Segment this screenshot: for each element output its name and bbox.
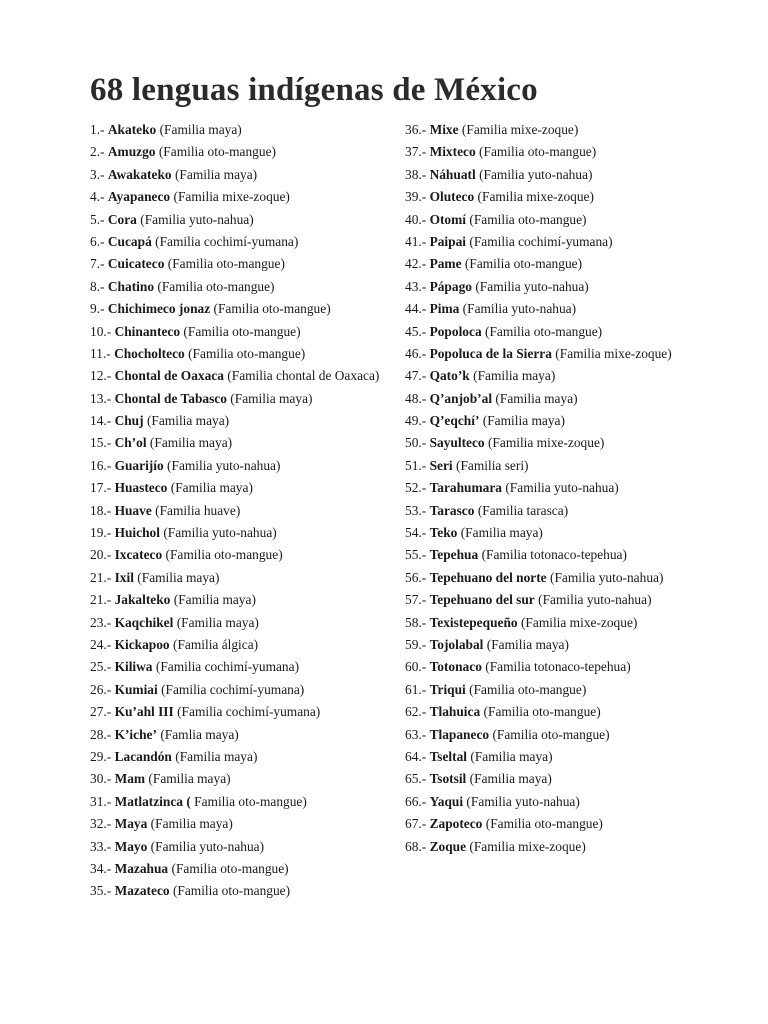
item-number: 30.- [90,771,112,787]
item-number: 33.- [90,838,112,854]
language-family: (Familia huave) [155,502,241,518]
item-number: 56.- [405,569,427,585]
language-family: (Familia yuto-nahua) [140,211,254,227]
language-name: Chuj [114,413,144,429]
language-family: (Familia tarasca) [477,502,569,518]
language-family: (Familia maya) [148,771,231,787]
item-number: 63.- [405,726,427,742]
language-name: Pápago [429,278,472,294]
item-number: 4.- [90,189,105,205]
list-item [405,324,697,339]
list-item [405,570,697,585]
language-name: Matlatzinca ( [114,793,191,809]
list-item [405,659,697,674]
language-name: Mazahua [114,860,169,876]
item-number: 35.- [90,883,112,899]
item-number: 51.- [405,457,427,473]
language-name: Tseltal [429,748,468,764]
item-number: 34.- [90,860,112,876]
language-family: (Familia oto-mangue) [188,345,306,361]
language-family: (Familia chontal de Oaxaca) [227,368,380,384]
list-item [405,212,697,227]
language-name: Zapoteco [429,816,483,832]
language-name: Mixe [429,122,459,137]
language-name: Huasteco [114,480,168,496]
language-family: (Familia totonaco-tepehua) [485,659,631,675]
list-item [405,592,697,607]
language-name: Kaqchikel [114,614,174,630]
item-number: 46.- [405,345,427,361]
list-item [90,435,380,450]
language-family: (Famlia maya) [160,726,239,742]
language-family: (Familia cochimí-yumana) [161,681,305,697]
list-item [90,324,380,339]
list-item [405,771,697,786]
list-item [90,704,380,719]
language-family: (Familia oto-mangue) [213,301,331,317]
item-number: 60.- [405,659,427,675]
language-family: (Familia maya) [482,413,565,429]
item-number: 55.- [405,547,427,563]
list-item [90,167,380,182]
item-number: 62.- [405,704,427,720]
item-number: 43.- [405,278,427,294]
language-family: (Familia oto-mangue) [171,860,289,876]
item-number: 37.- [405,144,427,160]
list-item [90,144,380,159]
language-name: Jakalteko [114,592,171,608]
language-list-left [90,122,380,906]
language-family: (Familia maya) [486,636,569,652]
language-name: Tepehuano del norte [429,569,547,585]
language-name: Ch’ol [114,435,147,451]
list-item [90,256,380,271]
language-name: Texistepequeño [429,614,518,630]
language-family: (Familia maya) [149,435,233,451]
language-family: (Familia yuto-nahua) [479,166,593,182]
list-item [90,503,380,518]
language-name: Popoluca de la Sierra [429,345,552,361]
language-name: Tlahuica [429,704,481,720]
item-number: 15.- [90,435,112,451]
language-name: Huave [114,502,152,518]
language-name: Amuzgo [107,144,156,160]
list-item [90,301,380,316]
item-number: 8.- [90,278,105,294]
item-number: 47.- [405,368,427,384]
language-family: (Familia cochimí-yumana) [155,233,299,249]
language-name: Q’eqchí’ [429,413,480,429]
language-family: (Familia maya) [159,122,242,137]
item-number: 61.- [405,681,427,697]
language-family: (Familia oto-mangue) [172,883,291,899]
list-item [405,503,697,518]
language-name: Totonaco [429,659,482,675]
item-number: 2.- [90,144,105,160]
language-name: Ayapaneco [107,189,171,205]
language-family: (Familia maya) [460,525,543,541]
language-name: Qato’k [429,368,470,384]
list-item [405,189,697,204]
language-family: (Familia yuto-nahua) [550,569,664,585]
item-number: 49.- [405,413,427,429]
language-family: (Familia oto-mangue) [183,323,301,339]
list-item [90,480,380,495]
language-name: Yaqui [429,793,464,809]
language-name: Pima [429,301,460,317]
list-item [405,839,697,854]
item-number: 21.- [90,569,112,585]
list-item [90,570,380,585]
language-name: Triqui [429,681,466,697]
language-name: Awakateko [107,166,172,182]
list-item [90,413,380,428]
language-name: Otomí [429,211,467,227]
item-number: 67.- [405,816,427,832]
language-family: (Familia mixe-zoque) [520,614,638,630]
list-item [90,525,380,540]
language-family: Familia oto-mangue) [194,793,307,809]
item-number: 54.- [405,525,427,541]
language-family: (Familia maya) [495,390,578,406]
list-item [90,234,380,249]
language-name: K’iche’ [114,726,157,742]
language-family: (Familia oto-mangue) [469,681,587,697]
language-family: (Familia maya) [230,390,313,406]
list-item [90,816,380,831]
item-number: 7.- [90,256,105,272]
language-list-right [405,122,697,861]
item-number: 1.- [90,122,105,137]
language-family: (Familia maya) [176,614,259,630]
language-name: Chontal de Oaxaca [114,368,224,384]
language-family: (Familia maya) [174,166,258,182]
item-number: 13.- [90,390,112,406]
list-item [405,682,697,697]
language-name: Tojolabal [429,636,484,652]
language-family: (Familia yuto-nahua) [475,278,589,294]
language-family: (Familia yuto-nahua) [163,525,277,541]
language-family: (Familia yuto-nahua) [167,457,281,473]
list-item [405,234,697,249]
language-name: Chontal de Tabasco [114,390,227,406]
language-family: (Familia mixe-zoque) [487,435,605,451]
language-name: Tepehua [429,547,479,563]
language-family: (Familia oto-mangue) [464,256,583,272]
list-item [405,727,697,742]
list-item [405,749,697,764]
language-family: (Familia mixe-zoque) [173,189,290,205]
language-family: (Familia maya) [175,748,258,764]
list-item [405,144,697,159]
list-item [405,704,697,719]
list-item [405,547,697,562]
list-item [90,771,380,786]
item-number: 40.- [405,211,427,227]
list-item [90,547,380,562]
item-number: 45.- [405,323,427,339]
item-number: 36.- [405,122,427,137]
language-family: (Familia yuto-nahua) [466,793,580,809]
list-item [90,637,380,652]
language-name: Q’anjob’al [429,390,493,406]
language-family: (Familia oto-mangue) [165,547,283,563]
item-number: 44.- [405,301,427,317]
language-family: (Familia oto-mangue) [158,144,276,160]
item-number: 38.- [405,166,427,182]
list-item [90,189,380,204]
language-name: Tarasco [429,502,475,518]
item-number: 12.- [90,368,112,384]
language-family: (Familia cochimí-yumana) [155,659,300,675]
list-item [90,391,380,406]
language-family: (Familia oto-mangue) [492,726,610,742]
language-family: (Familia cochimí-yumana) [469,233,613,249]
language-name: Oluteco [429,189,475,205]
list-item [90,839,380,854]
language-family: (Familia yuto-nahua) [462,301,577,317]
language-family: (Familia oto-mangue) [485,816,603,832]
list-item [90,279,380,294]
item-number: 39.- [405,189,427,205]
list-item [90,861,380,876]
language-name: Kickapoo [114,636,170,652]
item-number: 41.- [405,233,427,249]
list-item [90,883,380,898]
language-name: Mayo [114,838,148,854]
language-family: (Familia mixe-zoque) [477,189,594,205]
item-number: 23.- [90,614,112,630]
list-item [405,368,697,383]
language-family: (Familia oto-mangue) [479,144,597,160]
list-item [405,256,697,271]
language-name: Ixil [114,569,134,585]
list-item [405,413,697,428]
item-number: 3.- [90,166,105,182]
list-item [405,391,697,406]
list-item [405,458,697,473]
language-name: Náhuatl [429,166,476,182]
language-name: Popoloca [429,323,482,339]
item-number: 66.- [405,793,427,809]
item-number: 58.- [405,614,427,630]
list-item [405,279,697,294]
language-family: (Familia yuto-nahua) [538,592,652,608]
language-family: (Familia álgica) [172,636,259,652]
language-family: (Familia maya) [473,368,556,384]
language-family: (Familia oto-mangue) [483,704,601,720]
language-family: (Familia maya) [470,748,553,764]
item-number: 65.- [405,771,427,787]
item-number: 59.- [405,636,427,652]
language-name: Chichimeco jonaz [107,301,211,317]
list-item [90,682,380,697]
language-family: (Familia maya) [150,816,233,832]
language-name: Tlapaneco [429,726,490,742]
language-name: Mixteco [429,144,476,160]
language-family: (Familia yuto-nahua) [150,838,265,854]
item-number: 64.- [405,748,427,764]
language-name: Cuicateco [107,256,165,272]
item-number: 28.- [90,726,112,742]
language-name: Tepehuano del sur [429,592,535,608]
item-number: 14.- [90,413,112,429]
language-name: Zoque [429,838,467,854]
list-item [405,637,697,652]
item-number: 26.- [90,681,112,697]
list-item [405,122,697,137]
language-name: Cucapá [107,233,152,249]
language-name: Maya [114,816,148,832]
language-family: (Familia mixe-zoque) [469,838,586,854]
list-item [405,435,697,450]
language-name: Chocholteco [114,345,185,361]
language-name: Tarahumara [429,480,502,496]
list-item [90,346,380,361]
list-item [90,122,380,137]
item-number: 68.- [405,838,427,854]
language-family: (Familia maya) [170,480,253,496]
item-number: 17.- [90,480,112,496]
item-number: 19.- [90,525,112,541]
language-name: Seri [429,457,453,473]
language-family: (Familia maya) [137,569,220,585]
item-number: 9.- [90,301,105,317]
list-item [405,615,697,630]
language-name: Ku’ahl III [114,704,174,720]
list-item [90,212,380,227]
item-number: 42.- [405,256,427,272]
list-item [90,727,380,742]
list-item [90,458,380,473]
language-name: Akateko [107,122,157,137]
list-item [405,480,697,495]
item-number: 50.- [405,435,427,451]
item-number: 20.- [90,547,112,563]
item-number: 24.- [90,636,112,652]
item-number: 5.- [90,211,105,227]
language-name: Chatino [107,278,155,294]
language-family: (Familia oto-mangue) [167,256,285,272]
list-item [405,346,697,361]
item-number: 11.- [90,345,111,361]
language-name: Lacandón [114,748,172,764]
item-number: 10.- [90,323,112,339]
language-family: (Familia oto-mangue) [485,323,603,339]
language-family: (Familia mixe-zoque) [555,345,672,361]
list-item [90,749,380,764]
list-item [90,659,380,674]
language-family: (Familia oto-mangue) [157,278,275,294]
page-title: 68 lenguas indígenas de México [90,72,538,108]
list-item [90,794,380,809]
language-name: Teko [429,525,458,541]
item-number: 6.- [90,233,105,249]
list-item [405,816,697,831]
language-name: Mazateco [114,883,170,899]
language-name: Paipai [429,233,467,249]
language-family: (Familia totonaco-tepehua) [481,547,627,563]
item-number: 31.- [90,793,112,809]
item-number: 29.- [90,748,112,764]
list-item [405,301,697,316]
item-number: 21.- [90,592,112,608]
language-family: (Familia maya) [146,413,230,429]
list-item [405,167,697,182]
item-number: 16.- [90,457,112,473]
language-family: (Familia seri) [455,457,529,473]
language-name: Kumiai [114,681,158,697]
language-name: Kiliwa [114,659,153,675]
list-item [90,592,380,607]
item-number: 18.- [90,502,112,518]
list-item [405,525,697,540]
language-name: Guarijío [114,457,164,473]
language-name: Tsotsil [429,771,467,787]
item-number: 52.- [405,480,427,496]
item-number: 53.- [405,502,427,518]
language-family: (Familia mixe-zoque) [461,122,579,137]
item-number: 48.- [405,390,427,406]
language-family: (Familia yuto-nahua) [505,480,619,496]
list-item [90,368,380,383]
language-family: (Familia oto-mangue) [469,211,587,227]
language-family: (Familia maya) [469,771,552,787]
language-name: Pame [429,256,462,272]
item-number: 27.- [90,704,112,720]
item-number: 57.- [405,592,427,608]
language-name: Huichol [114,525,160,541]
language-name: Chinanteco [114,323,181,339]
list-item [90,615,380,630]
item-number: 32.- [90,816,112,832]
language-family: (Familia maya) [173,592,256,608]
language-name: Cora [107,211,137,227]
item-number: 25.- [90,659,112,675]
language-name: Ixcateco [114,547,163,563]
language-name: Mam [114,771,146,787]
language-name: Sayulteco [429,435,485,451]
list-item [405,794,697,809]
language-family: (Familia cochimí-yumana) [177,704,321,720]
